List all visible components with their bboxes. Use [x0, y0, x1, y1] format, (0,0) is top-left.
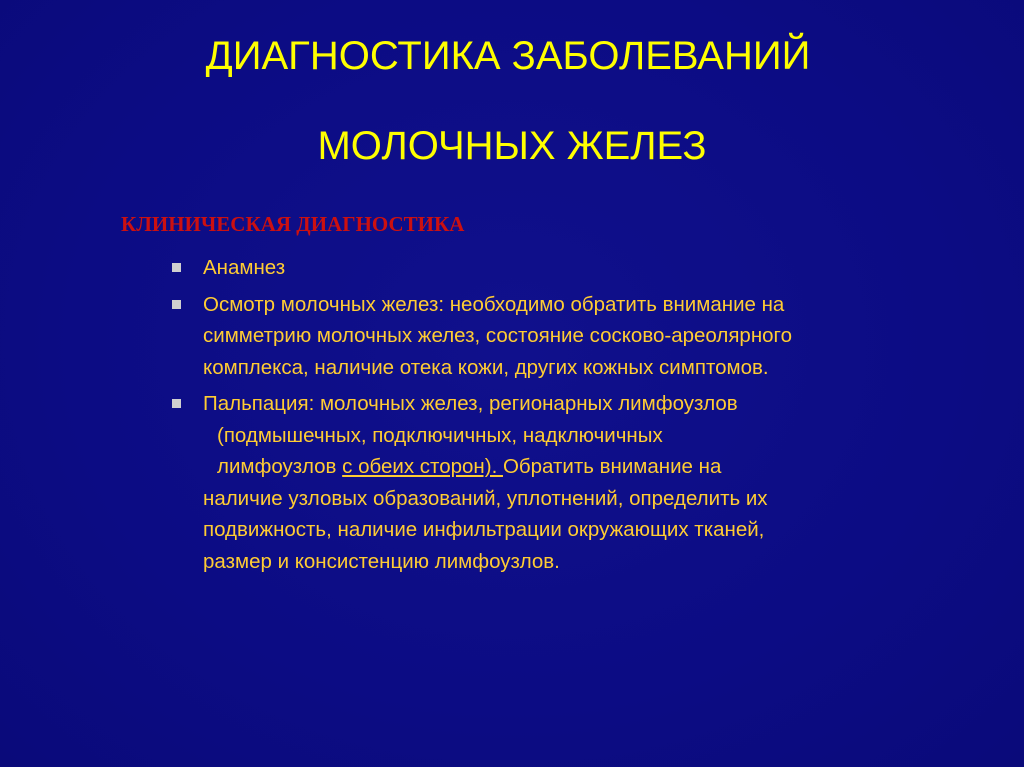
square-bullet-icon: [172, 399, 181, 408]
bullet-item-examination: [170, 289, 970, 384]
bullet-text-line: комплекса, наличие отека кожи, других кожных симптомов.: [203, 355, 769, 379]
slide-title-line-1: ДИАГНОСТИКА ЗАБОЛЕВАНИЙ: [205, 34, 811, 78]
bullet-item-anamnesis: [170, 252, 970, 284]
bullet-text-line: Пальпация: молочных желез, регионарных лимфоузлов: [203, 392, 738, 415]
bullet-text: Анамнез: [203, 256, 286, 279]
bullet-text-line: наличие узловых образований, уплотнений, определить их: [203, 486, 768, 510]
square-bullet-icon: [172, 263, 181, 272]
slide-title-line-2: МОЛОЧНЫХ ЖЕЛЕЗ: [317, 124, 707, 168]
bullet-text-segment: лимфоузлов: [217, 455, 343, 478]
bullet-text-line: симметрию молочных желез, состояние сосково-ареолярного: [203, 324, 792, 347]
square-bullet-icon: [172, 300, 181, 309]
section-heading: КЛИНИЧЕСКАЯ ДИАГНОСТИКА: [121, 212, 465, 236]
bullet-text-line: размер и консистенцию лимфоузлов.: [203, 549, 560, 573]
bullet-item-palpation: [170, 388, 970, 577]
bullet-text-line: подвижность, наличие инфильтрации окружающих тканей,: [203, 518, 765, 541]
bullet-text-segment: Обратить внимание на: [502, 455, 722, 478]
bullet-list: [170, 252, 970, 577]
bullet-text-line: (подмышечных, подключичных, надключичных: [217, 423, 663, 447]
underlined-text-segment: с обеих сторон).: [342, 455, 503, 478]
bullet-text-line: [203, 451, 970, 483]
bullet-text-line: Осмотр молочных желез: необходимо обратить внимание на: [203, 292, 785, 316]
